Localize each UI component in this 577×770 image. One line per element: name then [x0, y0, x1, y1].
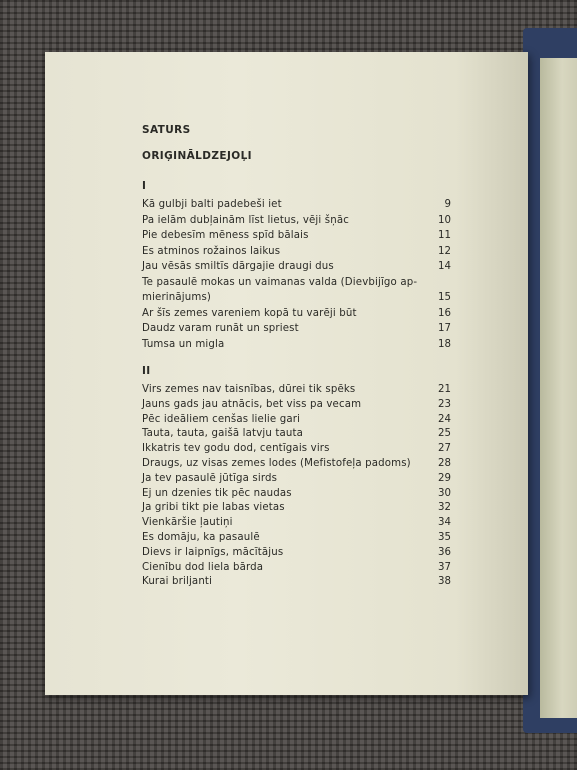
toc-entry-page: 23 [438, 398, 451, 410]
toc-entry-title: Ja gribi tikt pie labas vietas [142, 502, 285, 514]
toc-entry-title: Tauta, tauta, gaišā latvju tauta [142, 428, 304, 440]
toc-entry-page: 30 [438, 487, 451, 499]
book-page [45, 52, 528, 695]
toc-entry-title: Tumsa un migla [142, 338, 225, 350]
toc-entry-page: 38 [438, 576, 451, 588]
toc-entry-page: 28 [438, 458, 451, 469]
toc-entry-page: 18 [438, 338, 451, 350]
toc-entry-page: 10 [438, 214, 451, 226]
toc-entry-title: Jauns gads jau atnācis, bet viss pa vecam [142, 398, 362, 410]
toc-entry-title: Ar šīs zemes vareniem kopā tu varēji būt [142, 307, 357, 319]
toc-entry-page: 21 [438, 384, 451, 395]
toc-entry-title: Vienkāršie ļautiņi [142, 517, 233, 529]
toc-entry-title: Es atminos rožainos laikus [142, 245, 281, 257]
section-numeral-2: II [142, 365, 151, 377]
toc-entry-title: mierinājums) [142, 292, 212, 303]
toc-entry-title: Kurai briljanti [142, 576, 213, 588]
toc-entry-page: 36 [438, 546, 451, 558]
toc-entry-page: 24 [438, 413, 451, 425]
toc-entry-page: 16 [438, 307, 451, 319]
toc-entry-title: Pie debesīm mēness spīd bālais [142, 230, 309, 241]
toc-entry-page: 34 [438, 517, 451, 529]
toc-entry-title: Ej un dzenies tik pēc naudas [142, 487, 292, 499]
toc-entry-page: 27 [438, 443, 451, 455]
toc-entry-title: Jau vēsās smiltīs dārgajie draugi dus [142, 261, 334, 272]
toc-entry-title: Te pasaulē mokas un vaimanas valda (Dievbijīgo ap- [142, 276, 418, 288]
toc-entry-title: Cienību dod liela bārda [142, 561, 264, 573]
toc-entry-page: 25 [438, 428, 451, 440]
toc-entry-page: 9 [444, 199, 451, 210]
toc-heading: SATURS [142, 124, 191, 136]
section-numeral-1: I [142, 180, 147, 192]
toc-entry-title: Dievs ir laipnīgs, mācītājus [142, 546, 284, 558]
toc-entry-title: Ja tev pasaulē jūtīga sirds [142, 472, 278, 484]
toc-entry-page: 35 [438, 532, 451, 543]
toc-entry-page: 12 [438, 245, 451, 257]
toc-subheading: ORIĢINĀLDZEJOĻI [142, 150, 252, 162]
toc-entry-page: 15 [438, 292, 451, 303]
toc-entry-title: Daudz varam runāt un spriest [142, 323, 299, 334]
toc-entry-page: 37 [438, 561, 451, 573]
adjacent-page-edge [540, 58, 577, 718]
toc-entry-page: 11 [438, 230, 451, 241]
toc-entry-page: 32 [438, 502, 451, 514]
toc-entry-page: 14 [438, 261, 451, 272]
toc-entry-title: Pa ielām dubļainām līst lietus, vēji šņāc [142, 214, 349, 226]
toc-entry-title: Virs zemes nav taisnības, dūrei tik spēks [142, 384, 356, 395]
toc-entry-title: Pēc ideāliem cenšas lielie gari [142, 413, 301, 425]
toc-entry-title: Draugs, uz visas zemes lodes (Mefistofeļa padoms) [142, 458, 411, 469]
toc-entry-page: 17 [438, 323, 451, 334]
toc-entry-title: Ikkatris tev godu dod, centīgais virs [142, 443, 330, 455]
toc-entry-page: 29 [438, 472, 451, 484]
toc-entry-title: Kā gulbji balti padebeši iet [142, 199, 282, 210]
toc-entry-title: Es domāju, ka pasaulē [142, 532, 260, 543]
